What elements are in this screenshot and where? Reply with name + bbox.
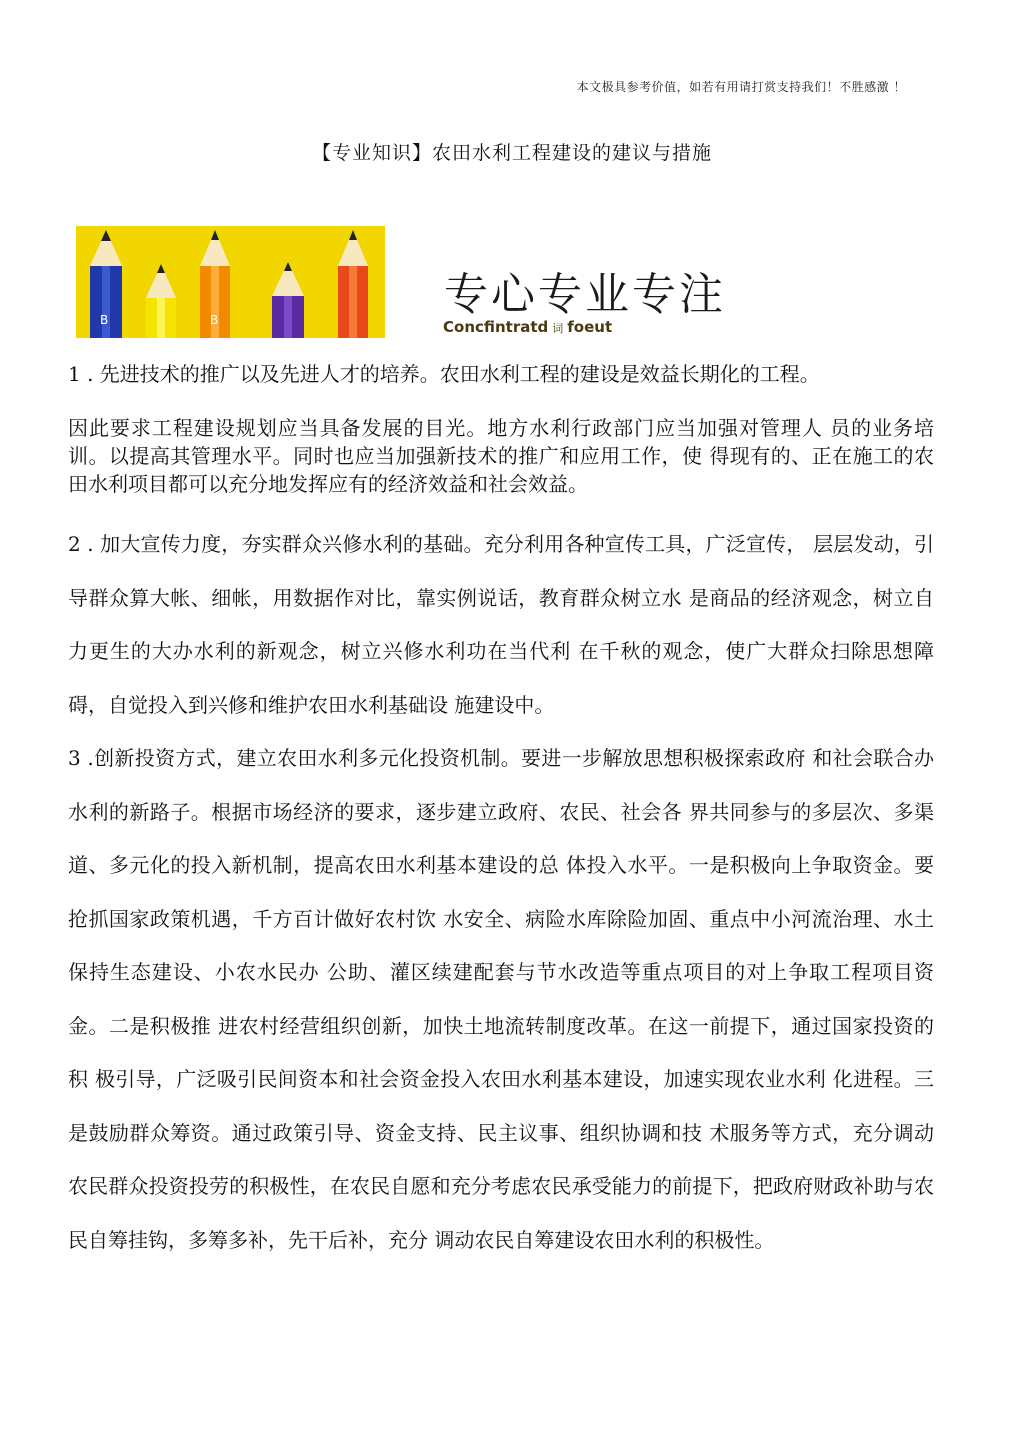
paragraph-2 — [68, 414, 934, 498]
paragraph-text: 1 . 先进技术的推广以及先进人才的培养。农田水利工程的建设是效益长期化的工程。 — [68, 362, 820, 386]
slogan-subtitle-mid: 词 — [552, 322, 564, 335]
paragraph-3 — [68, 518, 934, 732]
pencil-label: B — [210, 313, 219, 327]
header-note: 本文极具参考价值，如若有用请打赏支持我们！不胜感激 ！ — [576, 80, 906, 94]
paragraph-1 — [68, 360, 934, 388]
paragraph-4 — [68, 732, 934, 1267]
pencil-label: B — [100, 313, 109, 327]
slogan-subtitle-left: Concfintratd — [443, 318, 549, 336]
paragraph-text: 2 . 加大宣传力度，夯实群众兴修水利的基础。充分利用各种宣传工具，广泛宣传， 层层发动，引导群众算大帐、细帐，用数据作对比，靠实例说话，教育群众树立水 是商品的经济观念，树立自力更生的大办水利的新观念，树立兴修水利功在当代利 在千秋的观念，使广大群众扫除思想障碍，自觉投入到兴修和维护农田水利基础设 施建设中。 — [68, 532, 934, 717]
slogan-subtitle-right: foeut — [567, 318, 613, 336]
document-title: 【专业知识】农田水利工程建设的建议与措施 — [311, 142, 712, 164]
slogan-heading: 专心专业专注 — [444, 269, 726, 320]
slogan-subtitle — [443, 318, 612, 336]
paragraph-text: 3 .创新投资方式，建立农田水利多元化投资机制。要进一步解放思想积极探索政府 和社会联合办水利的新路子。根据市场经济的要求，逐步建立政府、农民、社会各 界共同参与的多层次、多渠道、多元化的投入新机制，提高农田水利基本建设的总 体投入水平。一是积极向上争取资金。要抢抓国家政策机遇，千方百计做好农村饮 水安全、病险水库除险加固、重点中小河流治理、水土保持生态建设、小农水民办 公助、灌区续建配套与节水改造等重点项目的对上争取工程项目资金。二是积极推 进农村经营组织创新，加快土地流转制度改革。在这一前提下，通过国家投资的积 极引导，广泛吸引民间资本和社会资金投入农田水利基本建设，加速实现农业水利 化进程。三是鼓励群众筹资。通过政策引导、资金支持、民主议事、组织协调和技 术服务等方式，充分调动农民群众投资投劳的积极性，在农民自愿和充分考虑农民承受能力的前提下，把政府财政补助与农民自筹挂钩，多筹多补，先干后补，充分 调动农民自筹建设农田水利的积极性。 — [68, 746, 934, 1252]
pencils-banner-image — [76, 226, 385, 338]
paragraph-text: 因此要求工程建设规划应当具备发展的目光。地方水利行政部门应当加强对管理人 员的业务培训。以提高其管理水平。同时也应当加强新技术的推广和应用工作，使 得现有的、正在施工的农田水利项目都可以充分地发挥应有的经济效益和社会效益。 — [68, 416, 934, 496]
